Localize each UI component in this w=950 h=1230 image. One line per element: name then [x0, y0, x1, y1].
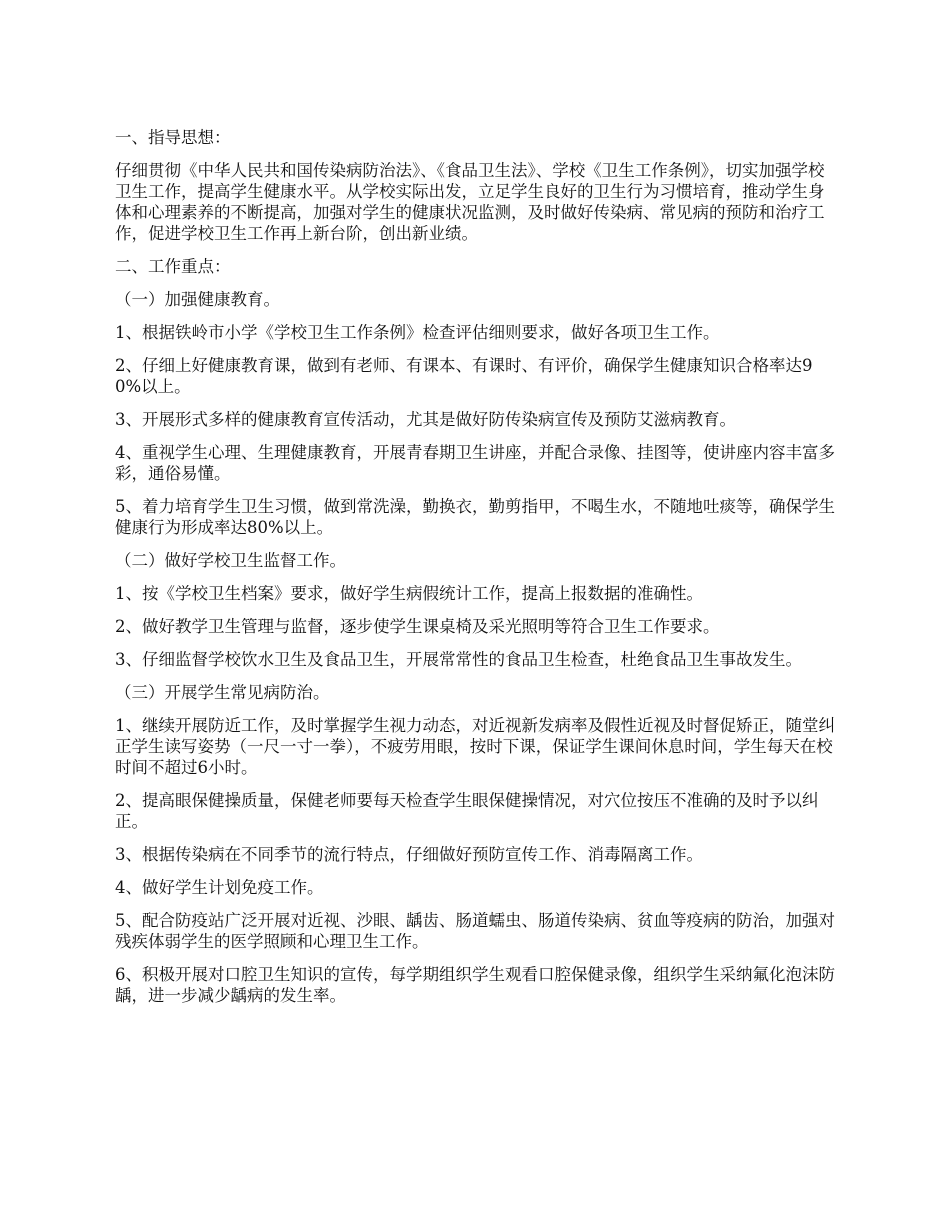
list-item-hygiene-supervision-3: 3、仔细监督学校饮水卫生及食品卫生，开展常常性的食品卫生检查，杜绝食品卫生事故发生。	[115, 650, 802, 669]
subsection-heading-health-education: （一）加强健康教育。	[115, 290, 280, 309]
list-item-hygiene-supervision-2: 2、做好教学卫生管理与监督，逐步使学生课桌椅及采光照明等符合卫生工作要求。	[115, 617, 720, 636]
list-item-disease-prevention-3: 3、根据传染病在不同季节的流行特点，仔细做好预防宣传工作、消毒隔离工作。	[115, 845, 703, 864]
list-item-hygiene-supervision-1: 1、按《学校卫生档案》要求，做好学生病假统计工作，提高上报数据的准确性。	[115, 584, 703, 603]
subsection-heading-disease-prevention: （三）开展学生常见病防治。	[115, 683, 330, 702]
list-item-disease-prevention-1: 1、继续开展防近工作，及时掌握学生视力动态，对近视新发病率及假性近视及时督促矫正，随堂纠正学生读写姿势（一尺一寸一拳），不疲劳用眼，按时下课，保证学生课间休息时间，学生每天在校时间不超过6小时。	[115, 716, 835, 777]
section-heading-work-focus: 二、工作重点：	[115, 257, 231, 276]
document-page	[115, 127, 835, 1018]
list-item-health-education-2: 2、仔细上好健康教育课，做到有老师、有课本、有课时、有评价，确保学生健康知识合格率达90%以上。	[115, 356, 813, 396]
list-item-disease-prevention-6: 6、积极开展对口腔卫生知识的宣传，每学期组织学生观看口腔保健录像，组织学生采纳氟化泡沫防龋，进一步减少龋病的发生率。	[115, 965, 835, 1005]
section-heading-guiding-ideology: 一、指导思想：	[115, 128, 231, 147]
list-item-disease-prevention-2: 2、提高眼保健操质量，保健老师要每天检查学生眼保健操情况，对穴位按压不准确的及时予以纠正。	[115, 791, 819, 831]
list-item-health-education-1: 1、根据铁岭市小学《学校卫生工作条例》检查评估细则要求，做好各项卫生工作。	[115, 323, 720, 342]
paragraph-guiding-ideology: 仔细贯彻《中华人民共和国传染病防治法》、《食品卫生法》、学校《卫生工作条例》，切实加强学校卫生工作，提高学生健康水平。从学校实际出发，立足学生良好的卫生行为习惯培育，推动学生身体和心理素养的不断提高，加强对学生的健康状况监测，及时做好传染病、常见病的预防和治疗工作，促进学校卫生工作再上新台阶，创出新业绩。	[115, 161, 825, 243]
list-item-health-education-4: 4、重视学生心理、生理健康教育，开展青春期卫生讲座，并配合录像、挂图等，使讲座内容丰富多彩，通俗易懂。	[115, 443, 835, 483]
list-item-health-education-5: 5、着力培育学生卫生习惯，做到常洗澡，勤换衣，勤剪指甲，不喝生水，不随地吐痰等，确保学生健康行为形成率达80%以上。	[115, 497, 835, 537]
list-item-health-education-3: 3、开展形式多样的健康教育宣传活动，尤其是做好防传染病宣传及预防艾滋病教育。	[115, 410, 736, 429]
subsection-heading-hygiene-supervision: （二）做好学校卫生监督工作。	[115, 551, 346, 570]
list-item-disease-prevention-5: 5、配合防疫站广泛开展对近视、沙眼、龋齿、肠道蠕虫、肠道传染病、贫血等疫病的防治，加强对残疾体弱学生的医学照顾和心理卫生工作。	[115, 911, 835, 951]
list-item-disease-prevention-4: 4、做好学生计划免疫工作。	[115, 878, 324, 897]
